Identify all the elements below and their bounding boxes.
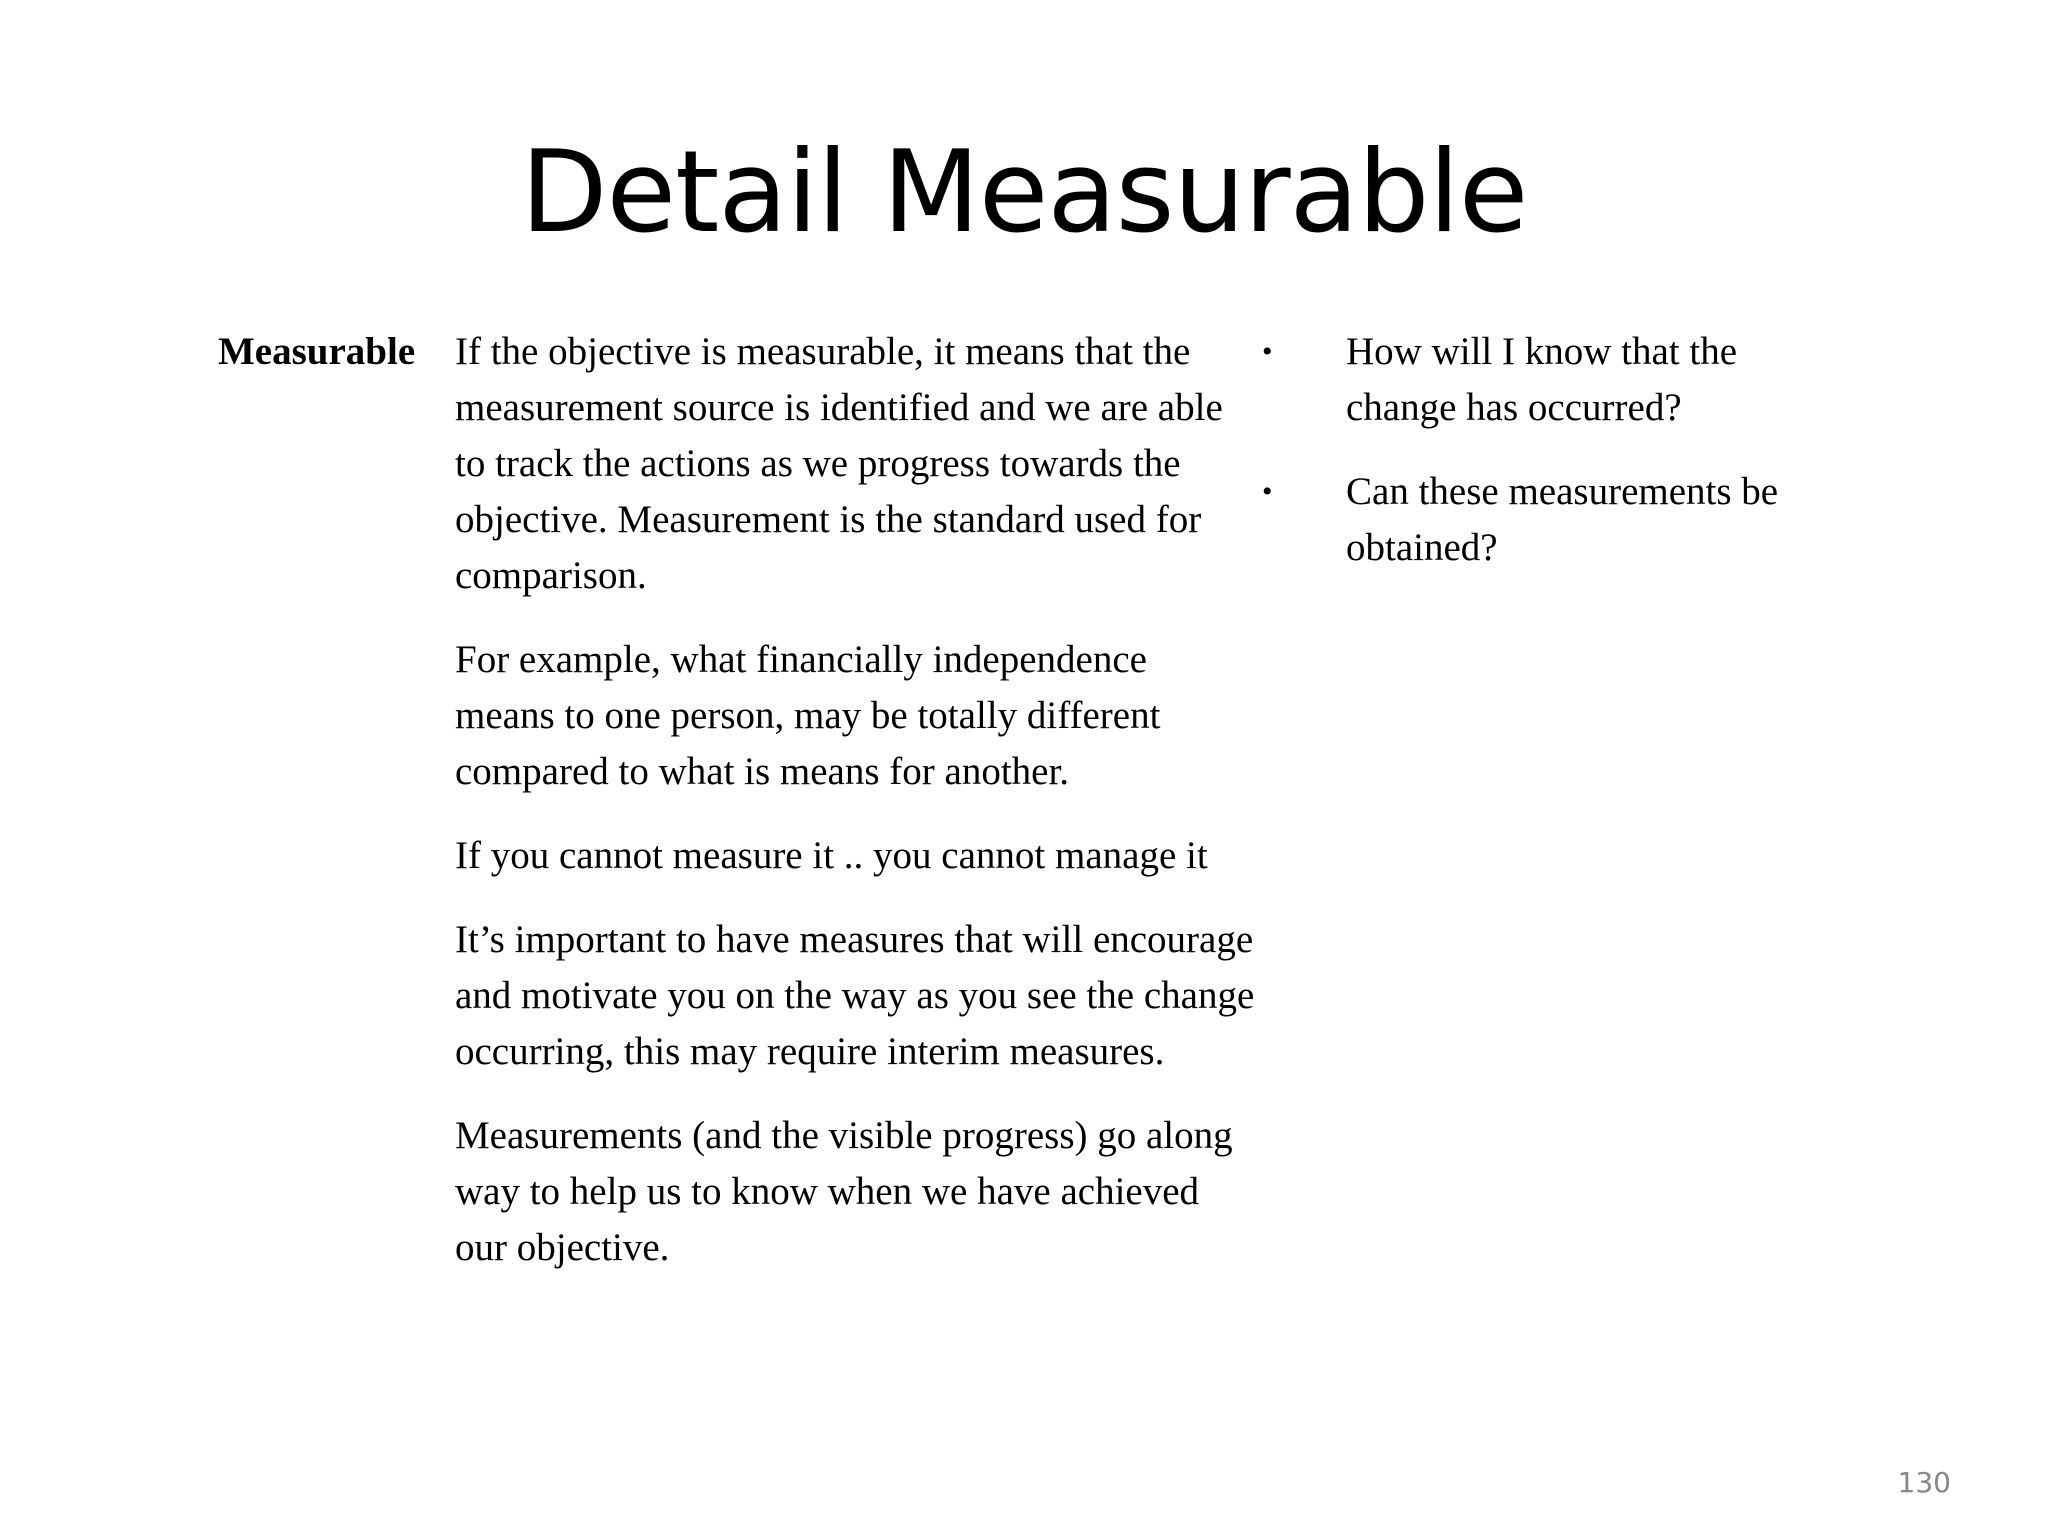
bullet-icon: •	[1262, 475, 1273, 508]
question-text: Can these measurements be obtained?	[1346, 470, 1779, 569]
description-paragraph: If you cannot measure it .. you cannot manage it	[455, 834, 1208, 877]
description-paragraph: It’s important to have measures that will encourage and motivate you on the way as you see the change occurring, this may require interim measures.	[455, 918, 1255, 1073]
description-paragraph: If the objective is measurable, it means that the measurement source is identified and we are able to track the actions as we progress towards the objective. Measurement is the standard used for comparison.	[455, 330, 1223, 597]
page-number: 130	[1897, 1466, 1951, 1499]
term-label: Measurable	[218, 330, 416, 373]
question-item	[1262, 324, 1822, 436]
question-item	[1262, 464, 1822, 576]
slide-title: Detail Measurable	[520, 126, 1528, 258]
description-paragraph: For example, what financially independence means to one person, may be totally different compared to what is means for another.	[455, 638, 1161, 793]
questions-list	[1262, 324, 1822, 604]
bullet-icon: •	[1262, 335, 1273, 368]
description-column	[455, 324, 1255, 1304]
description-paragraph: Measurements (and the visible progress) go along way to help us to know when we have achieved our objective.	[455, 1114, 1233, 1269]
question-text: How will I know that the change has occurred?	[1346, 330, 1738, 429]
